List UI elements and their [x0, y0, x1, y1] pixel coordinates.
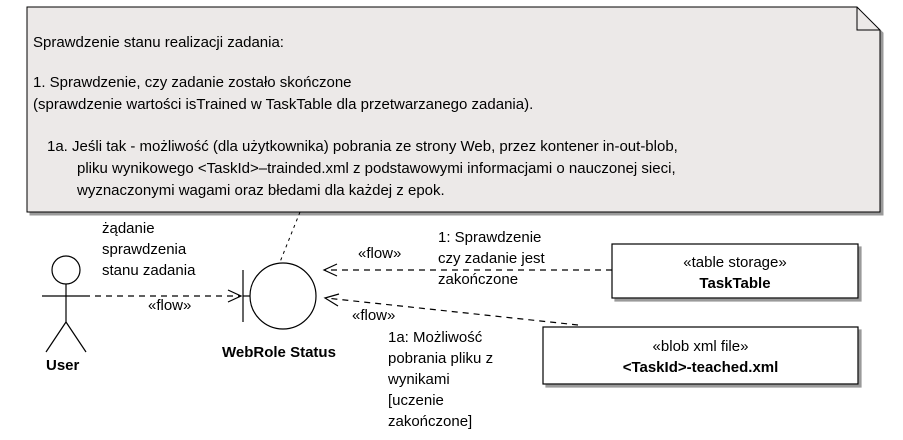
- user-flow-label-2: sprawdzenia: [102, 241, 187, 258]
- webrole-status-control-icon: [243, 263, 316, 329]
- webrole-status-label: WebRole Status: [222, 344, 336, 361]
- note-anchor-line: [280, 212, 300, 262]
- blob-flow-label-4: [uczenie: [388, 392, 444, 409]
- user-actor-label: User: [46, 357, 80, 374]
- blob-file-stereotype: «blob xml file»: [652, 338, 749, 355]
- table-flow-label-3: zakończone: [438, 271, 519, 288]
- blob-flow-label-5: zakończone]: [388, 413, 473, 430]
- table-flow-stereotype: «flow»: [358, 245, 402, 262]
- task-table-name: TaskTable: [699, 275, 771, 292]
- user-actor-icon: [42, 256, 90, 352]
- blob-flow-label-3: wynikami: [388, 371, 450, 388]
- note-line-2: (sprawdzenie wartości isTrained w TaskTable dla przetwarzanego zadania).: [33, 96, 534, 113]
- blob-flow-stereotype: «flow»: [352, 307, 396, 324]
- user-flow-label-3: stanu zadania: [102, 262, 196, 279]
- blob-flow-label-2: pobrania pliku z: [388, 350, 494, 367]
- blob-file-name: <TaskId>-teached.xml: [622, 359, 779, 376]
- note-line-3: 1a. Jeśli tak - możliwość (dla użytkownika) pobrania ze strony Web, przez kontener in-out-blob,: [47, 138, 678, 155]
- table-flow-label-1: 1: Sprawdzenie: [438, 229, 542, 246]
- note-line-5: wyznaczonymi wagami oraz błedami dla każdej z epok.: [77, 182, 445, 199]
- blob-flow-label-1: 1a: Możliwość: [388, 329, 483, 346]
- user-flow-label-1: żądanie: [102, 220, 155, 237]
- table-flow-label-2: czy zadanie jest: [438, 250, 545, 267]
- note-title: Sprawdzenie stanu realizacji zadania:: [33, 34, 284, 51]
- note-line-4: pliku wynikowego <TaskId>–trainded.xml z podstawowymi informacjami o nauczonej sieci,: [77, 160, 676, 177]
- task-table-stereotype: «table storage»: [683, 254, 787, 271]
- user-flow-stereotype: «flow»: [148, 297, 192, 314]
- note-line-1: 1. Sprawdzenie, czy zadanie zostało skończone: [33, 74, 352, 91]
